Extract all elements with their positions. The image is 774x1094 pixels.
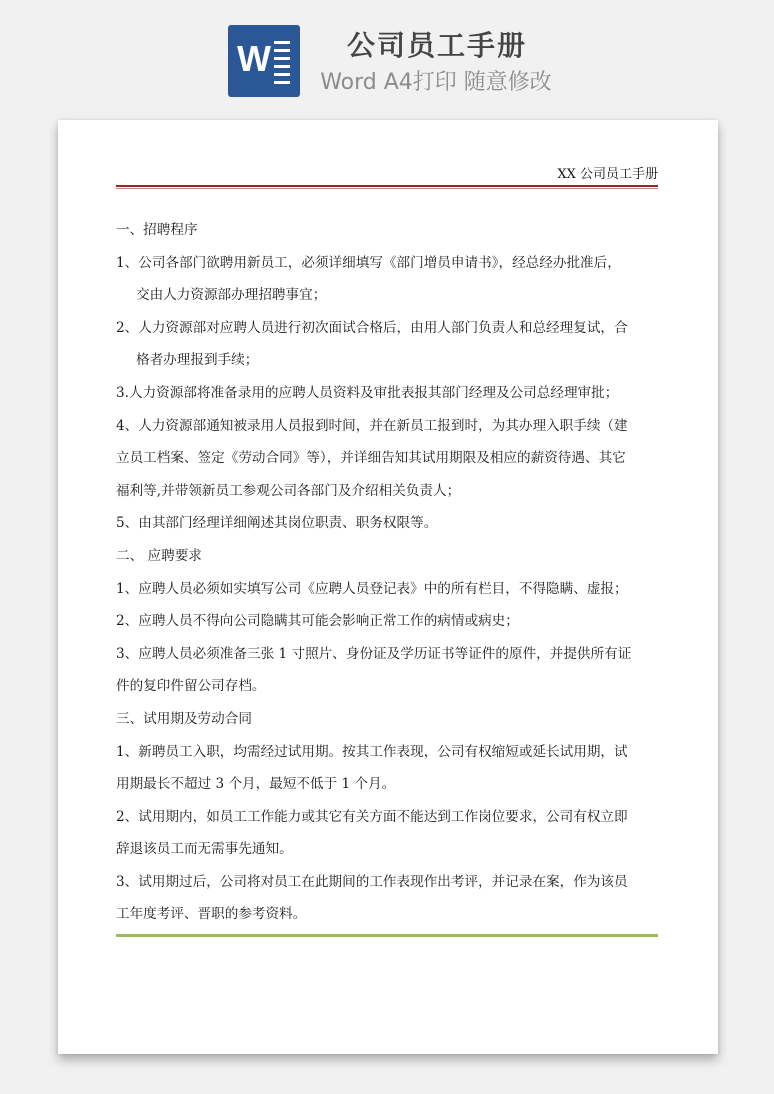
paragraph-line: 5、由其部门经理详细阐述其岗位职责、职务权限等。 — [116, 515, 438, 532]
paragraph-line: 交由人力资源部办理招聘事宜； — [136, 287, 327, 304]
paragraph-line: 工年度考评、晋职的参考资料。 — [116, 906, 307, 923]
header-rule — [116, 185, 658, 187]
paragraph-line: 2、试用期内，如员工工作能力或其它有关方面不能达到工作岗位要求，公司有权立即 — [116, 808, 628, 825]
word-logo-letter: W — [237, 38, 271, 79]
document-page — [58, 120, 718, 1054]
paragraph-line: 1、新聘员工入职，均需经过试用期。按其工作表现，公司有权缩短或延长试用期，试 — [116, 743, 628, 760]
section-heading: 三、试用期及劳动合同 — [116, 710, 252, 727]
banner — [0, 0, 774, 110]
paragraph-line: 1、公司各部门欲聘用新员工，必须详细填写《部门增员申请书》，经总经办批准后， — [116, 254, 621, 271]
paragraph-line: 格者办理报到手续； — [136, 352, 259, 369]
banner-subtitle: Word A4打印 随意修改 — [320, 70, 552, 95]
word-logo-lines — [274, 41, 290, 89]
section-heading: 一、招聘程序 — [116, 222, 198, 238]
document-header: XX 公司员工手册 — [557, 167, 658, 182]
paragraph-line: 1、应聘人员必须如实填写公司《应聘人员登记表》中的所有栏目，不得隐瞒、虚报； — [116, 580, 628, 597]
header-rule-thin — [116, 188, 658, 189]
paragraph-line: 立员工档案、签定《劳动合同》等），并详细告知其试用期限及相应的薪资待遇、其它 — [116, 450, 626, 467]
section-heading: 二、 应聘要求 — [116, 547, 202, 564]
paragraph-line: 用期最长不超过 3 个月，最短不低于 1 个月。 — [116, 776, 396, 793]
paragraph-line: 福利等,并带领新员工参观公司各部门及介绍相关负责人； — [116, 482, 461, 499]
paragraph-line: 辞退该员工而无需事先通知。 — [116, 841, 293, 858]
paragraph-line: 3、应聘人员必须准备三张 1 寸照片、身份证及学历证书等证件的原件，并提供所有证 — [116, 645, 632, 662]
banner-title: 公司员工手册 — [346, 29, 527, 62]
paragraph-line: 4、人力资源部通知被录用人员报到时间，并在新员工报到时，为其办理入职手续（建 — [116, 417, 628, 434]
paragraph-line: 2、应聘人员不得向公司隐瞒其可能会影响正常工作的病情或病史； — [116, 613, 519, 630]
word-logo-icon — [228, 25, 300, 97]
paragraph-line: 2、人力资源部对应聘人员进行初次面试合格后，由用人部门负责人和总经理复试，合 — [116, 319, 628, 336]
paragraph-line: 3.人力资源部将准备录用的应聘人员资料及审批表报其部门经理及公司总经理审批； — [116, 384, 619, 401]
paragraph-line: 件的复印件留公司存档。 — [116, 678, 266, 695]
paragraph-line: 3、试用期过后，公司将对员工在此期间的工作表现作出考评，并记录在案，作为该员 — [116, 873, 628, 890]
document-body — [116, 214, 661, 931]
footer-rule — [116, 934, 658, 937]
